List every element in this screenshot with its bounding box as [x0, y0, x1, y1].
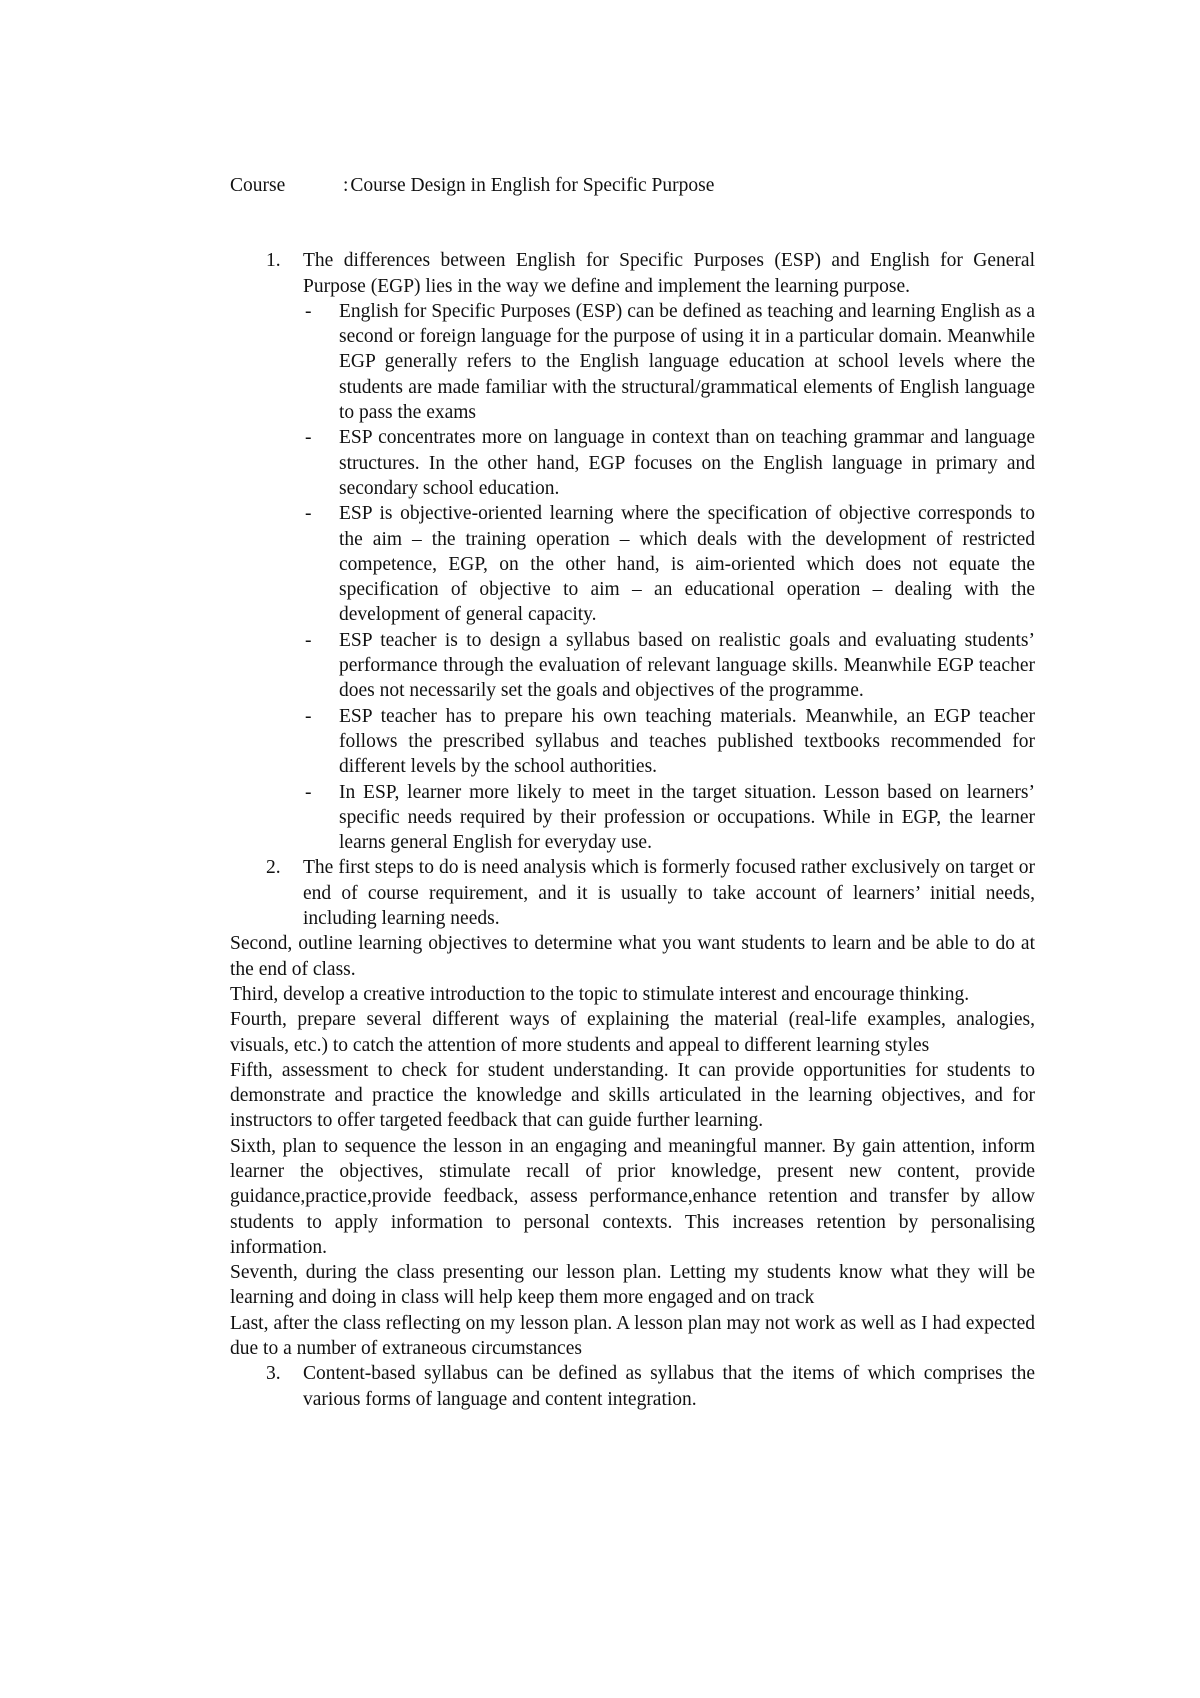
bullet-text: English for Specific Purposes (ESP) can be defined as teaching and learning English as a second or foreign language for the purpose of using it in a particular domain. Meanwhile EGP generally refers to the English language education at school levels where the students are made familiar with the structural/grammatical elements of English language to pass the exams: [339, 300, 1035, 424]
bullet-item: [303, 704, 1035, 780]
bullet-dash: -: [305, 629, 312, 651]
course-header: [230, 173, 1035, 198]
step-paragraph: Third, develop a creative introduction to the topic to stimulate interest and encourage thinking.: [230, 983, 970, 1005]
step-paragraph: Sixth, plan to sequence the lesson in an engaging and meaningful manner. By gain attention, inform learner the objectives, stimulate recall of prior knowledge, present new content, provide guidance,practice,provide feedback, assess performance,enhance retention and transfer by allow students to apply information to personal contexts. This increases retention by personalising information.: [230, 1135, 1035, 1258]
bullet-item: [303, 628, 1035, 704]
bullet-item: [303, 501, 1035, 627]
question-number: 3.: [266, 1363, 281, 1385]
course-label: Course: [230, 175, 286, 196]
question-number: 1.: [266, 250, 281, 272]
step-paragraph: Second, outline learning objectives to determine what you want students to learn and be able to do at the end of class.: [230, 933, 1035, 980]
bullet-text: ESP teacher is to design a syllabus based on realistic goals and evaluating students’ performance through the evaluation of relevant language skills. Meanwhile EGP teacher does not necessarily set the goals and objectives of the programme.: [339, 629, 1035, 702]
document-page: [230, 173, 1035, 1412]
question-1: [230, 248, 1035, 855]
bullet-dash: -: [305, 300, 312, 322]
bullet-text: ESP teacher has to prepare his own teaching materials. Meanwhile, an EGP teacher follows the prescribed syllabus and teaches published textbooks recommended for different levels by the school authorities.: [339, 705, 1035, 778]
step-paragraph: Fifth, assessment to check for student understanding. It can provide opportunities for students to demonstrate and practice the knowledge and skills articulated in the learning objectives, and for instructors to offer targeted feedback that can guide further learning.: [230, 1059, 1035, 1132]
bullet-item: [303, 299, 1035, 425]
bullet-text: In ESP, learner more likely to meet in the target situation. Lesson based on learners’ specific needs required by their profession or occupations. While in EGP, the learner learns general English for everyday use.: [339, 781, 1035, 854]
bullet-dash: -: [305, 781, 312, 803]
bullet-dash: -: [305, 503, 312, 525]
bullet-text: ESP is objective-oriented learning where the specification of objective corresponds to the aim – the training operation – which deals with the development of restricted competence, EGP, on the other hand, is aim-oriented which does not equate the specification of objective to aim – an educational operation – dealing with the development of general capacity.: [339, 503, 1035, 626]
bullet-item: [303, 425, 1035, 501]
course-title: Course Design in English for Specific Purpose: [350, 175, 715, 196]
course-separator: :: [343, 175, 349, 196]
question-text: The differences between English for Specific Purposes (ESP) and English for General Purpose (EGP) lies in the way we define and implement the learning purpose.: [303, 250, 1035, 297]
bullet-item: [303, 780, 1035, 856]
question-3: [230, 1361, 1035, 1412]
step-paragraph: Last, after the class reflecting on my lesson plan. A lesson plan may not work as well as I had expected due to a number of extraneous circumstances: [230, 1312, 1035, 1360]
question-2: [230, 855, 1035, 931]
question-number: 2.: [266, 857, 281, 879]
question-text: The first steps to do is need analysis which is formerly focused rather exclusively on target or end of course requirement, and it is usually to take account of learners’ initial needs, including learning needs.: [303, 857, 1035, 930]
question-text: Content-based syllabus can be defined as syllabus that the items of which comprises the various forms of language and content integration.: [303, 1363, 1035, 1410]
bullet-text: ESP concentrates more on language in context than on teaching grammar and language structures. In the other hand, EGP focuses on the English language in primary and secondary school education.: [339, 427, 1035, 499]
bullet-dash: -: [305, 427, 312, 449]
bullet-dash: -: [305, 705, 312, 727]
step-paragraph: Fourth, prepare several different ways of explaining the material (real-life examples, analogies, visuals, etc.) to catch the attention of more students and appeal to different learning styles: [230, 1009, 1035, 1056]
step-paragraph: Seventh, during the class presenting our lesson plan. Letting my students know what they will be learning and doing in class will help keep them more engaged and on track: [230, 1262, 1035, 1309]
